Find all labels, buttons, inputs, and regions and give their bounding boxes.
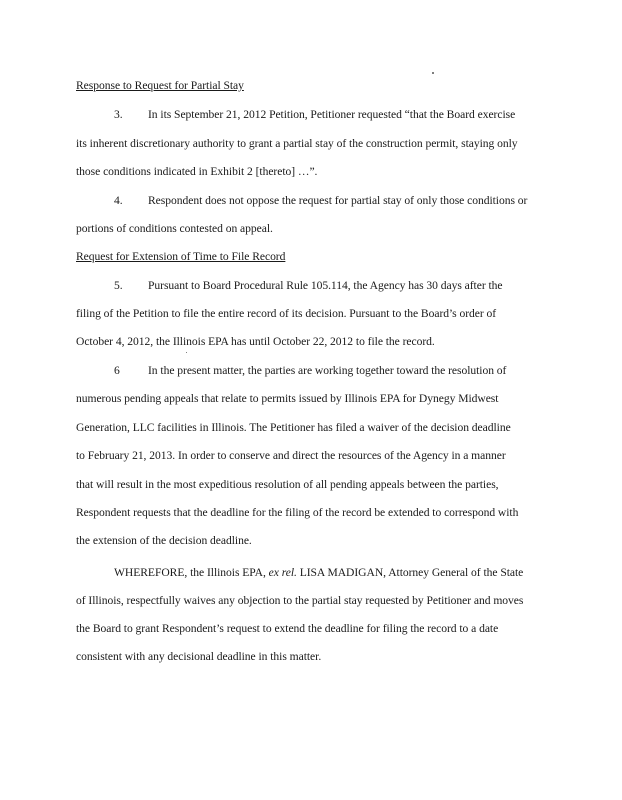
paragraph-line: those conditions indicated in Exhibit 2 [thereto] …”.	[76, 165, 318, 178]
scan-speck	[186, 352, 187, 353]
paragraph-line: the extension of the decision deadline.	[76, 534, 252, 547]
closing-line: consistent with any decisional deadline in this matter.	[76, 650, 322, 663]
closing-line	[114, 566, 523, 580]
paragraph-line: portions of conditions contested on appeal.	[76, 222, 273, 235]
closing-lead: WHEREFORE, the Illinois EPA,	[114, 566, 269, 579]
paragraph-line: Respondent does not oppose the request for partial stay of only those conditions or	[148, 194, 528, 207]
section-heading-extension: Request for Extension of Time to File Record	[76, 250, 286, 263]
paragraph-number: 4.	[114, 194, 123, 207]
paragraph-number: 6	[114, 364, 120, 377]
section-heading-partial-stay: Response to Request for Partial Stay	[76, 79, 244, 92]
paragraph-number: 5.	[114, 279, 123, 292]
scan-speck	[432, 72, 434, 74]
paragraph-line: its inherent discretionary authority to grant a partial stay of the construction permit, staying only	[76, 137, 518, 150]
paragraph-line: Pursuant to Board Procedural Rule 105.114, the Agency has 30 days after the	[148, 279, 503, 292]
closing-line: the Board to grant Respondent’s request to extend the deadline for filing the record to a date	[76, 622, 499, 635]
paragraph-line: October 4, 2012, the Illinois EPA has until October 22, 2012 to file the record.	[76, 335, 435, 348]
ex-rel-italic: ex rel.	[268, 566, 297, 579]
paragraph-line: In its September 21, 2012 Petition, Petitioner requested “that the Board exercise	[148, 108, 516, 121]
paragraph-line: to February 21, 2013. In order to conserve and direct the resources of the Agency in a manner	[76, 449, 506, 462]
paragraph-line: numerous pending appeals that relate to permits issued by Illinois EPA for Dynegy Midwest	[76, 392, 499, 405]
paragraph-line: Respondent requests that the deadline for the filing of the record be extended to correspond with	[76, 506, 519, 519]
paragraph-line: Generation, LLC facilities in Illinois. The Petitioner has filed a waiver of the decision deadline	[76, 421, 511, 434]
paragraph-line: In the present matter, the parties are working together toward the resolution of	[148, 364, 507, 377]
closing-line: of Illinois, respectfully waives any objection to the partial stay requested by Petitioner and moves	[76, 594, 524, 607]
paragraph-line: that will result in the most expeditious resolution of all pending appeals between the parties,	[76, 478, 499, 491]
closing-line1-rest: LISA MADIGAN, Attorney General of the State	[296, 566, 524, 579]
paragraph-number: 3.	[114, 108, 123, 121]
paragraph-line: filing of the Petition to file the entire record of its decision. Pursuant to the Board’s order of	[76, 307, 497, 320]
